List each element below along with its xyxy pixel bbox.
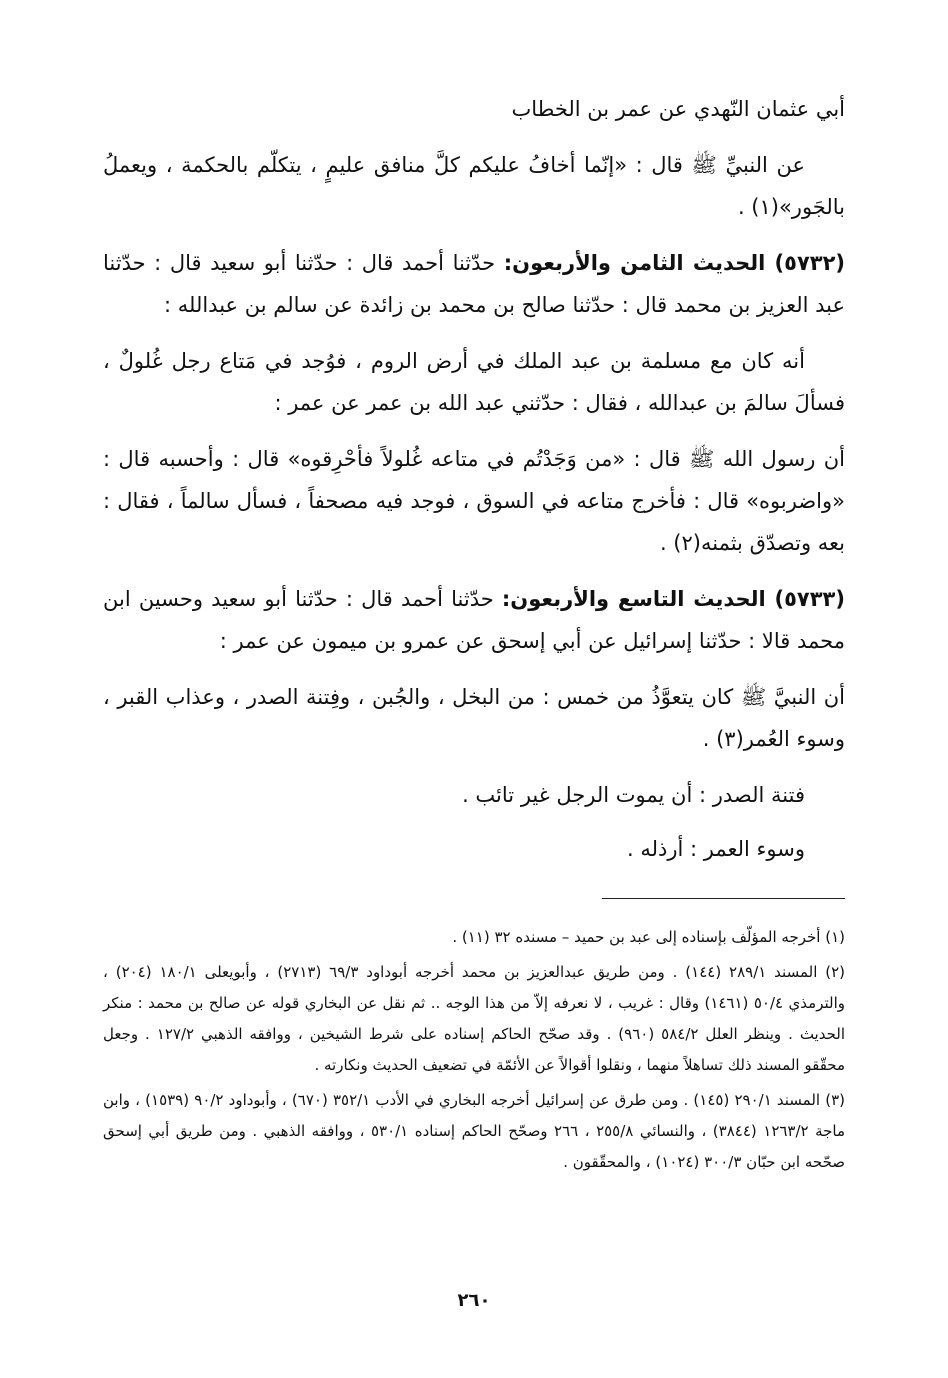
footnote-divider	[602, 898, 845, 899]
hadith-5732-intro	[103, 242, 845, 326]
isnad-continuation: أبي عثمان النّهدي عن عمر بن الخطاب	[511, 97, 845, 121]
hadith-5732-matn: أن رسول الله ﷺ قال : «من وَجَدْتُم في متاعه غُلولاً فأحْرِقوه» قال : وأحسبه قال : «واضربوه» قال : فأخرج متاعه في السوق ، فوجد فيه مصحفاً ، فسأل سالماً ، فقال : بعه وتصدّق بثمنه(٢) .	[103, 447, 845, 555]
hadith-5733-intro	[103, 578, 845, 662]
hadith-text-1: عن النبيِّ ﷺ قال : «إنّما أخافُ عليكم كلَّ منافق عليمٍ ، يتكلّم بالحكمة ، ويعملُ بالجَور»(١) .	[103, 153, 845, 219]
hadith-5732-title: (٥٧٣٢) الحديث الثامن والأربعون:	[503, 251, 846, 275]
explanation-2: وسوء العمر : أرذله .	[627, 837, 805, 861]
footnote-1: (١) أخرجه المؤلّف بإسناده إلى عبد بن حميد – مسنده ٣٢ (١١) .	[452, 928, 845, 946]
page-number: ٢٦٠	[457, 1290, 491, 1311]
footnote-3: (٣) المسند ٢٩٠/١ (١٤٥) . ومن طرق عن إسرائيل أخرجه البخاري في الأدب ٣٥٢/١ (٦٧٠) ، وأبوداود ٩٠/٢ (١٥٣٩) ، وابن ماجة ١٢٦٣/٢ (٣٨٤٤) ، والنسائي ٢٥٥/٨ ، ٢٦٦ وصحّح الحاكم إسناده ٥٣٠/١ ، ووافقه الذهبي . ومن طريق أبي إسحق صحّحه ابن حبّان ٣٠٠/٣ (١٠٢٤) ، والمحقّقون .	[103, 1091, 846, 1171]
hadith-5733-matn: أن النبيَّ ﷺ كان يتعوَّذُ من خمس : من البخل ، والجُبن ، وفِتنة الصدر ، وعذاب القبر ، وسوء العُمر(٣) .	[103, 685, 845, 751]
hadith-5732-isnad: حدّثنا أحمد قال : حدّثنا أبو سعيد قال : حدّثنا عبد العزيز بن محمد قال : حدّثنا صالح بن محمد بن زائدة عن سالم بن عبدالله :	[103, 251, 845, 317]
footnote-2: (٢) المسند ٢٨٩/١ (١٤٤) . ومن طريق عبدالعزيز بن محمد أخرجه أبوداود ٦٩/٣ (٢٧١٣) ، وأبويعلى ١٨٠/١ (٢٠٤) ، والترمذي ٥٠/٤ (١٤٦١) وقال : غريب ، لا نعرفه إلاّ من هذا الوجه .. ثم نقل عن البخاري قوله عن صالح بن محمد : منكر الحديث . وينظر العلل ٥٨٤/٢ (٩٦٠) . وقد صحّح الحاكم إسناده على شرط الشيخين ، ووافقه الذهبي ١٢٧/٢ . وجعل محقّقو المسند ذلك تساهلاً منهما ، ونقلوا أقوالاً عن الأئمّة في تضعيف الحديث ونكارته .	[103, 963, 846, 1074]
hadith-5732-narration: أنه كان مع مسلمة بن عبد الملك في أرض الروم ، فوُجد في مَتاع رجل غُلولٌ ، فسألَ سالمَ بن عبدالله ، فقال : حدّثني عبد الله بن عمر عن عمر :	[103, 349, 845, 415]
hadith-5733-isnad: حدّثنا أحمد قال : حدّثنا أبو سعيد وحسين ابن محمد قالا : حدّثنا إسرائيل عن أبي إسحق عن عمرو بن ميمون عن عمر :	[103, 587, 845, 653]
explanation-1: فتنة الصدر : أن يموت الرجل غير تائب .	[462, 783, 805, 807]
footnotes	[103, 922, 845, 1182]
main-text	[103, 88, 845, 882]
hadith-5733-title: (٥٧٣٣) الحديث التاسع والأربعون:	[501, 587, 845, 611]
